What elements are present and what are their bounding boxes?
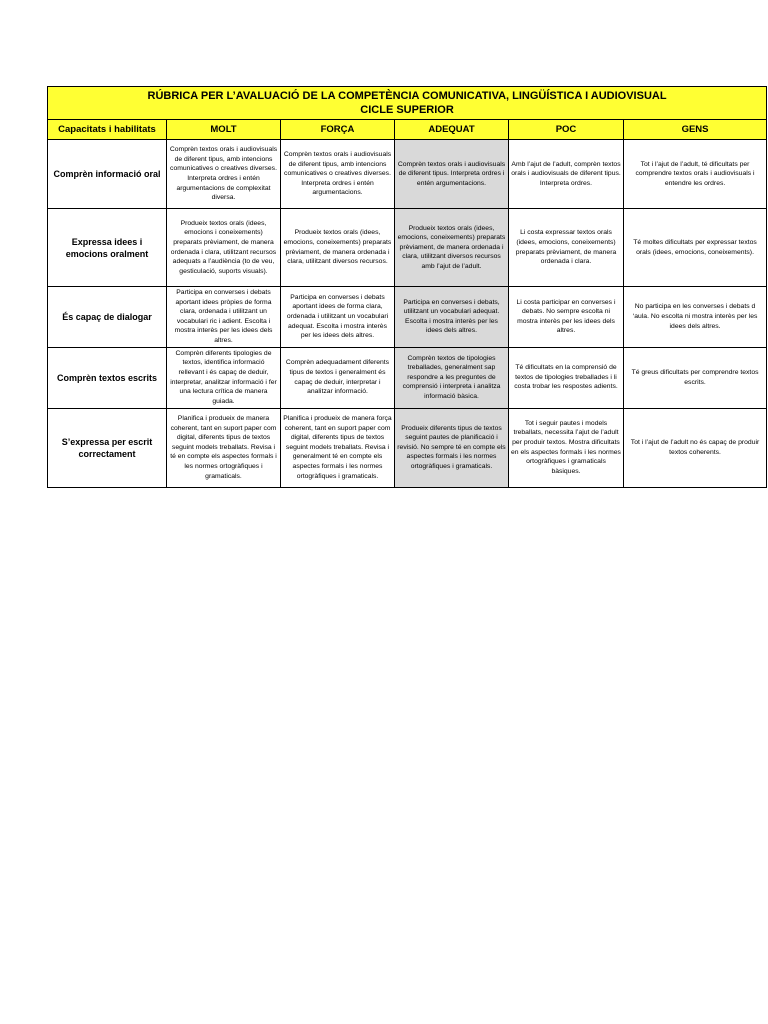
cell-forca: Comprèn adequadament diferents tipus de textos i generalment és capaç de deduir, interpretar i analitzar informació.	[281, 347, 395, 408]
title-line-2: CICLE SUPERIOR	[360, 104, 454, 116]
header-capacitats: Capacitats i habilitats	[48, 120, 167, 140]
cell-poc: Li costa expressar textos orals (idees, emocions, coneixements) preparats prèviament, de manera ordenada i clara.	[509, 209, 624, 287]
cell-molt: Planifica i produeix de manera coherent, tant en suport paper com digital, diferents tipus de textos seguint models treballats. Revisa i té en compte els aspectes formals i les normes ortogràfiques i gramaticals.	[167, 408, 281, 487]
cell-adequat: Produeix diferents tipus de textos seguint pautes de planificació i revisió. No sempre té en compte els aspectes formals i les normes ortogràfiques i gramaticals.	[395, 408, 509, 487]
header-forca: FORÇA	[281, 120, 395, 140]
rubric-table	[47, 86, 767, 488]
cell-poc: Amb l’ajut de l’adult, comprèn textos orals i audiovisuals de diferent tipus. Interpreta ordres.	[509, 140, 624, 209]
cell-adequat: Participa en converses i debats, utilitzant un vocabulari adequat. Escolta i mostra interès per les idees dels altres.	[395, 287, 509, 348]
cell-gens: Tot i l’ajut de l’adult, té dificultats per comprendre textos orals i audiovisuals i entendre les ordres.	[624, 140, 767, 209]
table-row	[48, 408, 767, 487]
cell-gens: Té moltes dificultats per expressar textos orals (idees, emocions, coneixements).	[624, 209, 767, 287]
cell-adequat: Comprèn textos de tipologies treballades, generalment sap respondre a les preguntes de comprensió i interpreta i analitza informació bàsica.	[395, 347, 509, 408]
cell-forca: Participa en converses i debats aportant idees de forma clara, ordenada i utilitzant un vocabulari adequat. Escolta i mostra interès per les idees dels altres.	[281, 287, 395, 348]
table-row	[48, 287, 767, 348]
cell-molt: Produeix textos orals (idees, emocions i coneixements) preparats prèviament, de manera ordenada i clara, utilitzant recursos adequats a l’audiència (to de veu, gesticulació, suports visuals).	[167, 209, 281, 287]
row-label: Comprèn informació oral	[48, 140, 167, 209]
cell-poc: Té dificultats en la comprensió de textos de tipologies treballades i li costa trobar les respostes adients.	[509, 347, 624, 408]
cell-adequat: Comprèn textos orals i audiovisuals de diferent tipus. Interpreta ordres i entén argumentacions.	[395, 140, 509, 209]
header-adequat: ADEQUAT	[395, 120, 509, 140]
row-label: Expressa idees i emocions oralment	[48, 209, 167, 287]
cell-poc: Li costa participar en converses i debats. No sempre escolta ni mostra interès per les idees dels altres.	[509, 287, 624, 348]
cell-molt: Comprèn diferents tipologies de textos, identifica informació rellevant i és capaç de deduir, interpretar, analitzar informació i fer una lectura crítica de manera guiada.	[167, 347, 281, 408]
cell-forca: Produeix textos orals (idees, emocions, coneixements) preparats prèviament, de manera ordenada i clara, utilitzant diversos recursos.	[281, 209, 395, 287]
row-label: S’expressa per escrit correctament	[48, 408, 167, 487]
header-molt: MOLT	[167, 120, 281, 140]
header-row	[48, 120, 767, 140]
cell-gens: No participa en les converses i debats d ‘aula. No escolta ni mostra interès per les idees dels altres.	[624, 287, 767, 348]
cell-gens: Té greus dificultats per comprendre textos escrits.	[624, 347, 767, 408]
row-label: Comprèn textos escrits	[48, 347, 167, 408]
table-row	[48, 140, 767, 209]
title-line-1: RÚBRICA PER L’AVALUACIÓ DE LA COMPETÈNCIA COMUNICATIVA, LINGÜÍSTICA I AUDIOVISUAL	[147, 90, 667, 102]
cell-gens: Tot i l’ajut de l’adult no és capaç de produir textos coherents.	[624, 408, 767, 487]
cell-forca: Comprèn textos orals i audiovisuals de diferent tipus, amb intencions comunicatives o creatives diverses. Interpreta ordres i entén argumentacions.	[281, 140, 395, 209]
rubric-title	[48, 87, 767, 120]
row-label: És capaç de dialogar	[48, 287, 167, 348]
cell-poc: Tot i seguir pautes i models treballats, necessita l’ajut de l’adult per produir textos. Mostra dificultats en els aspectes formals i les normes ortogràfiques i gramaticals bàsiques.	[509, 408, 624, 487]
cell-molt: Comprèn textos orals i audiovisuals de diferent tipus, amb intencions comunicatives o creatives diverses. Interpreta ordres i entén argumentacions de complexitat diversa.	[167, 140, 281, 209]
cell-adequat: Produeix textos orals (idees, emocions, coneixements) preparats prèviament, de manera ordenada i clara, utilitzant diversos recursos amb l’ajut de l’adult.	[395, 209, 509, 287]
cell-forca: Planifica i produeix de manera força coherent, tant en suport paper com digital, diferents tipus de textos seguint models treballats. Revisa i generalment té en compte els aspectes formals i les normes ortogràfiques i gramaticals.	[281, 408, 395, 487]
header-poc: POC	[509, 120, 624, 140]
cell-molt: Participa en converses i debats aportant idees pròpies de forma clara, ordenada i utilitzant un vocabulari ric i adient. Escolta i mostra interès per les idees dels altres.	[167, 287, 281, 348]
header-gens: GENS	[624, 120, 767, 140]
table-row	[48, 209, 767, 287]
table-row	[48, 347, 767, 408]
title-row	[48, 87, 767, 120]
